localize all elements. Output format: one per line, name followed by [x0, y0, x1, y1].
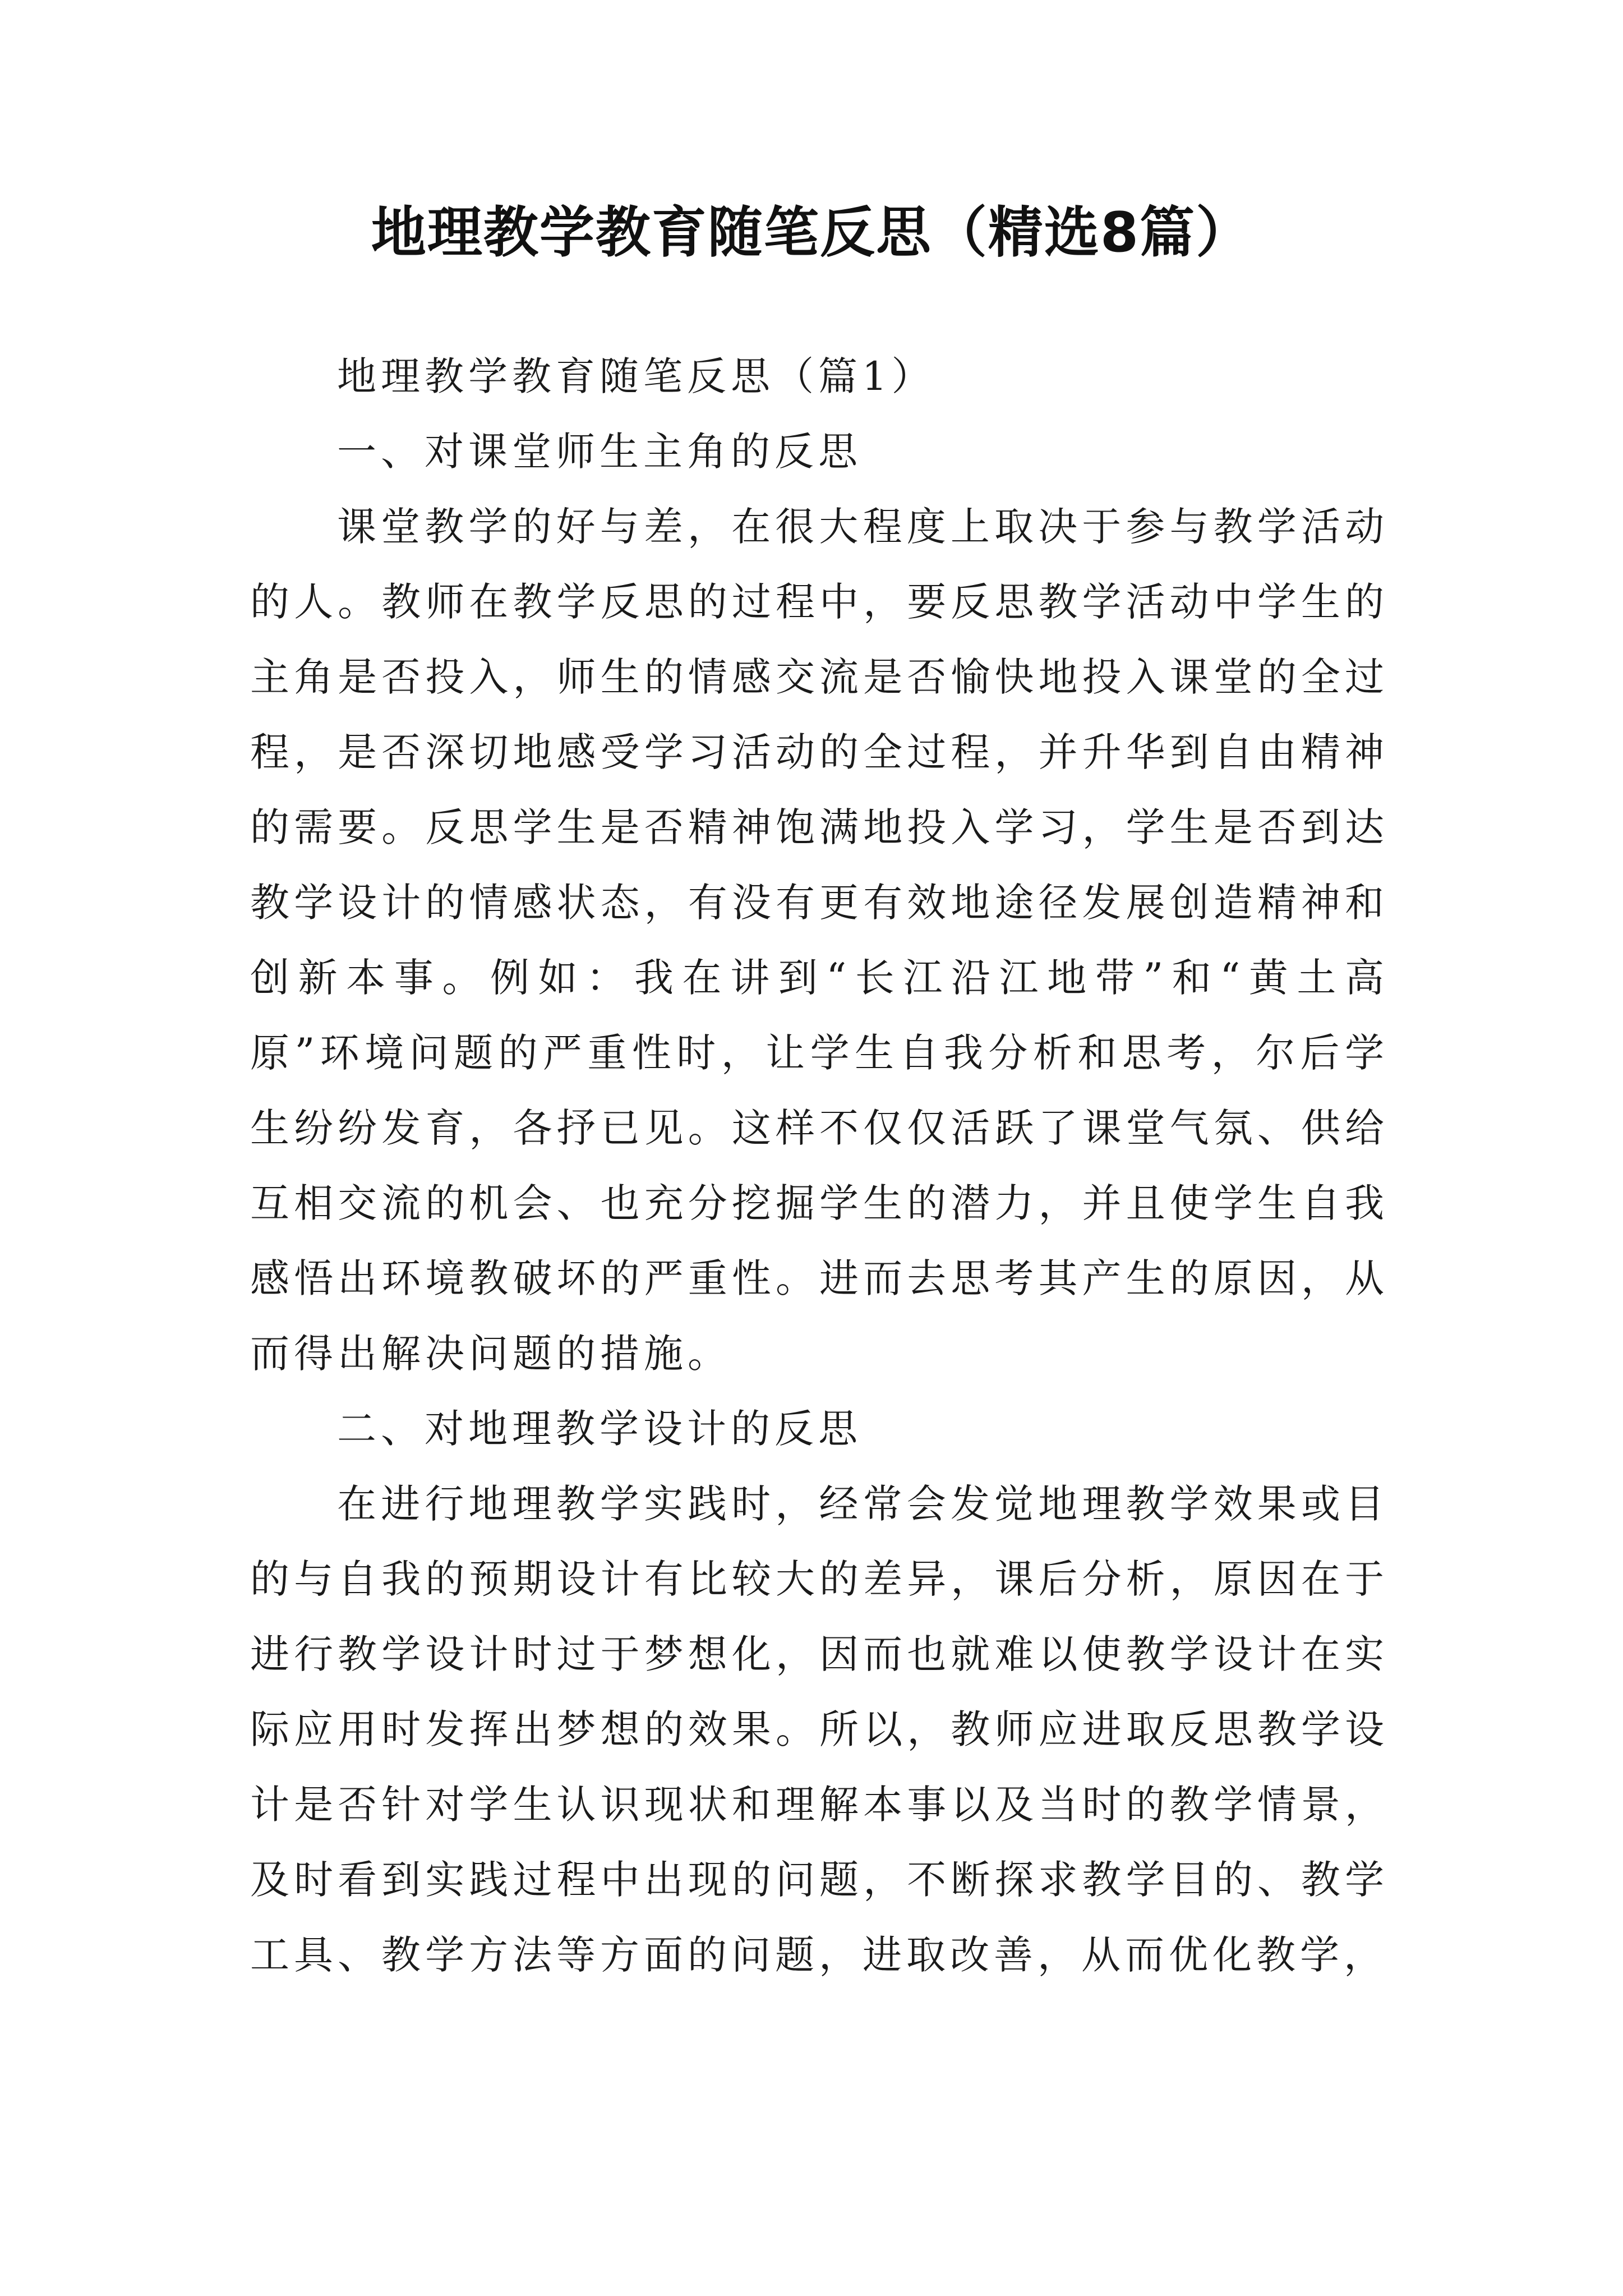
article-subtitle: 地理教学教育随笔反思（篇1） — [337, 353, 935, 399]
section-1-heading: 一、对课堂师生主角的反思 — [337, 429, 862, 475]
section-2-paragraph: 在进行地理教学实践时，经常会发觉地理教学效果或目的与自我的预期设计有比较大的差异，课后分析，原因在于进行教学设计时过于梦想化，因而也就难以使教学设计在实际应用时发挥出梦想的效果。所以，教师应进取反思教学设计是否针对学生认识现状和理解本事以及当时的教学情景，及时看到实践过程中出现的问题，不断探求教学目的、教学工具、教学方法等方面的问题，进取改善，从而优化教学， — [250, 1481, 1389, 1978]
document-title: 地理教学教育随笔反思（精选8篇） — [371, 201, 1252, 265]
section-2-heading: 二、对地理教学设计的反思 — [337, 1406, 862, 1452]
document-body — [250, 339, 1389, 1993]
section-1-paragraph: 课堂教学的好与差，在很大程度上取决于参与教学活动的人。教师在教学反思的过程中，要反思教学活动中学生的主角是否投入，师生的情感交流是否愉快地投入课堂的全过程，是否深切地感受学习活动的全过程，并升华到自由精神的需要。反思学生是否精神饱满地投入学习，学生是否到达教学设计的情感状态，有没有更有效地途径发展创造精神和创新本事。例如：我在讲到“长江沿江地带”和“黄土高原”环境问题的严重性时，让学生自我分析和思考，尔后学生纷纷发育，各抒已见。这样不仅仅活跃了课堂气氛、供给互相交流的机会、也充分挖掘学生的潜力，并且使学生自我感悟出环境教破坏的严重性。进而去思考其产生的原因，从而得出解决问题的措施。 — [250, 504, 1389, 1377]
